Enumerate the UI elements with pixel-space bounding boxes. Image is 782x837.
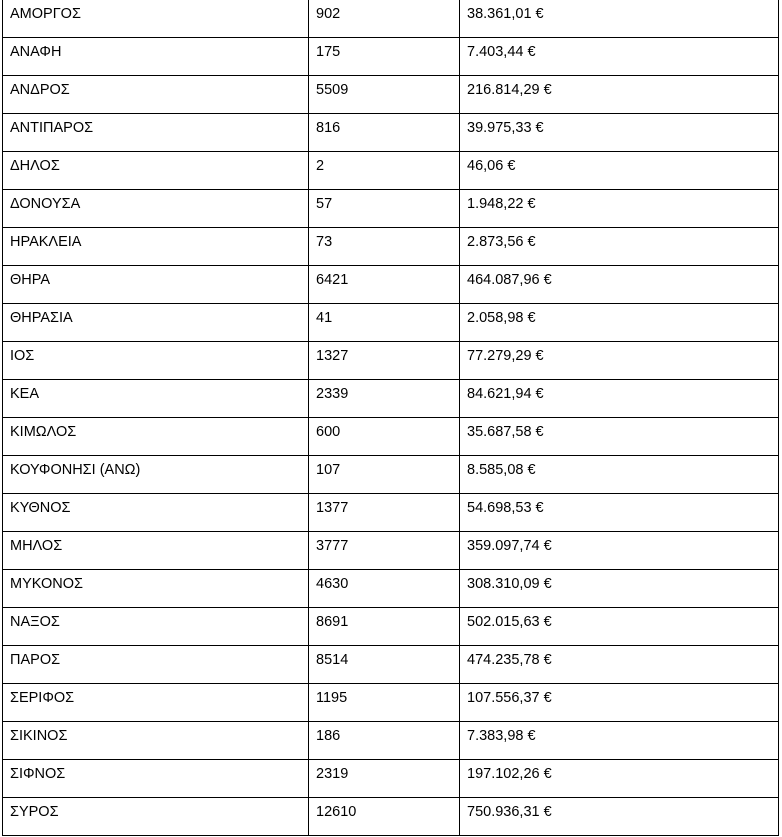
table-row <box>3 608 779 646</box>
table-row <box>3 532 779 570</box>
cell-name: ΔΟΝΟΥΣΑ <box>3 190 309 228</box>
table-row <box>3 342 779 380</box>
cell-amount: 8.585,08 € <box>460 456 779 494</box>
cell-count: 107 <box>309 456 460 494</box>
table-row <box>3 684 779 722</box>
cell-amount: 1.948,22 € <box>460 190 779 228</box>
cell-amount: 7.383,98 € <box>460 722 779 760</box>
cell-count: 1327 <box>309 342 460 380</box>
cell-amount: 464.087,96 € <box>460 266 779 304</box>
cell-count: 3777 <box>309 532 460 570</box>
table-row <box>3 380 779 418</box>
cell-name: ΔΗΛΟΣ <box>3 152 309 190</box>
cell-amount: 359.097,74 € <box>460 532 779 570</box>
cell-name: ΚΟΥΦΟΝΗΣΙ (ΑΝΩ) <box>3 456 309 494</box>
cell-name: ΣΕΡΙΦΟΣ <box>3 684 309 722</box>
table-row <box>3 570 779 608</box>
cell-count: 186 <box>309 722 460 760</box>
cell-name: ΠΑΡΟΣ <box>3 646 309 684</box>
table-row <box>3 494 779 532</box>
cell-amount: 308.310,09 € <box>460 570 779 608</box>
cell-amount: 107.556,37 € <box>460 684 779 722</box>
table-row <box>3 722 779 760</box>
cell-amount: 7.403,44 € <box>460 38 779 76</box>
cell-name: ΗΡΑΚΛΕΙΑ <box>3 228 309 266</box>
cell-name: ΚΥΘΝΟΣ <box>3 494 309 532</box>
cell-amount: 54.698,53 € <box>460 494 779 532</box>
cell-count: 600 <box>309 418 460 456</box>
table-row <box>3 228 779 266</box>
table-row <box>3 798 779 836</box>
table-row <box>3 646 779 684</box>
cell-name: ΑΝΤΙΠΑΡΟΣ <box>3 114 309 152</box>
cell-name: ΘΗΡΑ <box>3 266 309 304</box>
cell-count: 57 <box>309 190 460 228</box>
cell-amount: 2.873,56 € <box>460 228 779 266</box>
table-row <box>3 456 779 494</box>
cell-amount: 46,06 € <box>460 152 779 190</box>
cell-count: 2339 <box>309 380 460 418</box>
cell-amount: 474.235,78 € <box>460 646 779 684</box>
table-row <box>3 0 779 38</box>
table-row <box>3 418 779 456</box>
cell-count: 4630 <box>309 570 460 608</box>
cell-name: ΑΜΟΡΓΟΣ <box>3 0 309 38</box>
table-body <box>3 0 779 836</box>
cell-name: ΑΝΔΡΟΣ <box>3 76 309 114</box>
cell-count: 5509 <box>309 76 460 114</box>
cell-count: 1195 <box>309 684 460 722</box>
cell-count: 8691 <box>309 608 460 646</box>
cell-amount: 197.102,26 € <box>460 760 779 798</box>
cell-name: ΚΙΜΩΛΟΣ <box>3 418 309 456</box>
cell-name: ΣΙΚΙΝΟΣ <box>3 722 309 760</box>
table-row <box>3 114 779 152</box>
data-table <box>2 0 779 836</box>
cell-count: 816 <box>309 114 460 152</box>
cell-count: 6421 <box>309 266 460 304</box>
cell-amount: 38.361,01 € <box>460 0 779 38</box>
cell-name: ΜΗΛΟΣ <box>3 532 309 570</box>
table-row <box>3 76 779 114</box>
cell-count: 902 <box>309 0 460 38</box>
cell-count: 175 <box>309 38 460 76</box>
cell-count: 8514 <box>309 646 460 684</box>
cell-name: ΘΗΡΑΣΙΑ <box>3 304 309 342</box>
cell-name: ΑΝΑΦΗ <box>3 38 309 76</box>
cell-amount: 750.936,31 € <box>460 798 779 836</box>
cell-name: ΚΕΑ <box>3 380 309 418</box>
cell-count: 12610 <box>309 798 460 836</box>
cell-name: ΣΥΡΟΣ <box>3 798 309 836</box>
cell-amount: 77.279,29 € <box>460 342 779 380</box>
table-row <box>3 38 779 76</box>
table-row <box>3 304 779 342</box>
cell-name: ΜΥΚΟΝΟΣ <box>3 570 309 608</box>
cell-amount: 216.814,29 € <box>460 76 779 114</box>
cell-amount: 35.687,58 € <box>460 418 779 456</box>
cell-amount: 39.975,33 € <box>460 114 779 152</box>
cell-count: 73 <box>309 228 460 266</box>
table-row <box>3 760 779 798</box>
cell-name: ΙΟΣ <box>3 342 309 380</box>
cell-amount: 502.015,63 € <box>460 608 779 646</box>
cell-count: 1377 <box>309 494 460 532</box>
table-row <box>3 190 779 228</box>
cell-amount: 2.058,98 € <box>460 304 779 342</box>
cell-amount: 84.621,94 € <box>460 380 779 418</box>
cell-count: 41 <box>309 304 460 342</box>
cell-count: 2319 <box>309 760 460 798</box>
cell-name: ΣΙΦΝΟΣ <box>3 760 309 798</box>
table-row <box>3 152 779 190</box>
table-row <box>3 266 779 304</box>
cell-count: 2 <box>309 152 460 190</box>
cell-name: ΝΑΞΟΣ <box>3 608 309 646</box>
